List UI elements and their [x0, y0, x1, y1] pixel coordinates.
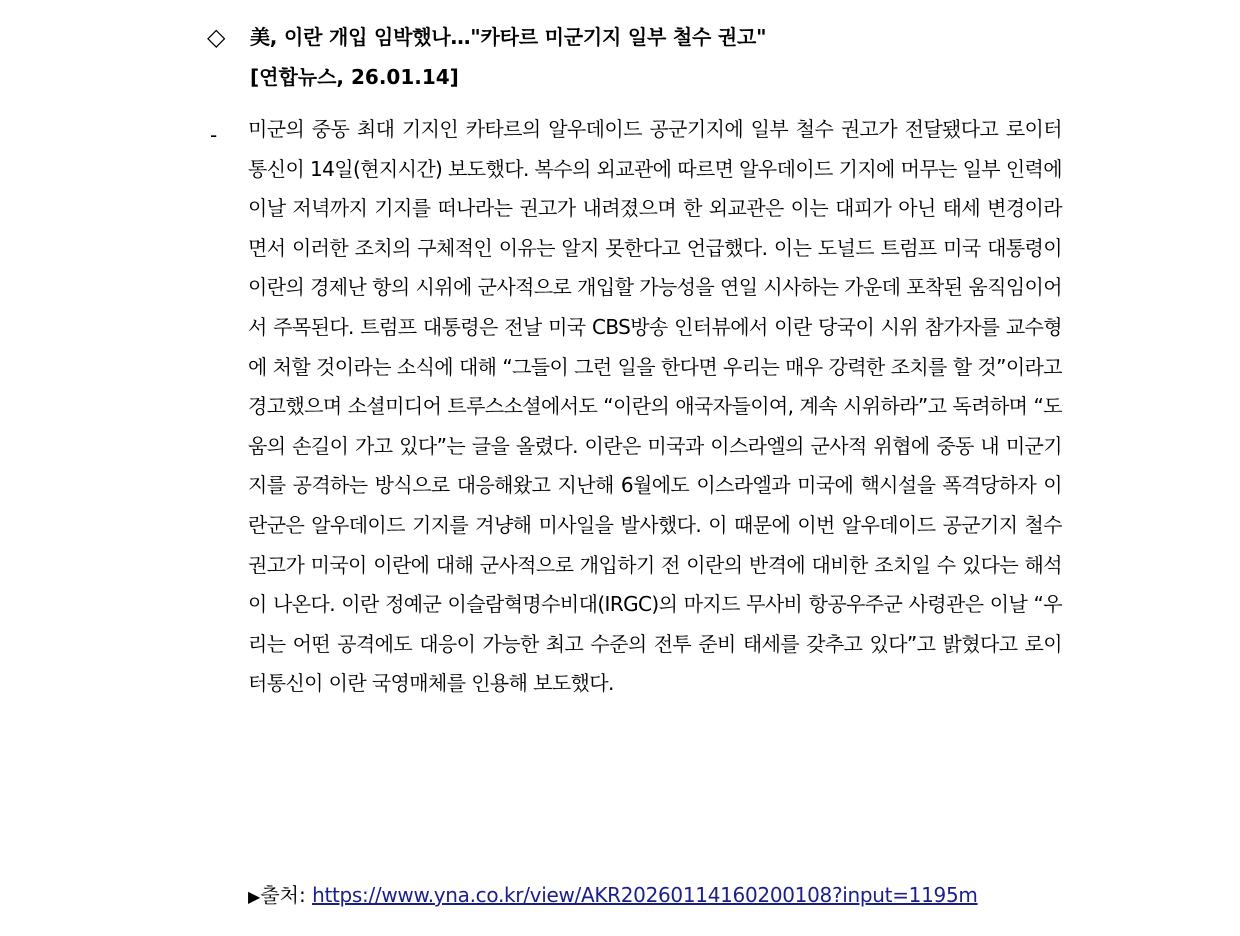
- triangle-right-icon: ▶: [248, 887, 261, 906]
- reference-link[interactable]: https://www.yna.co.kr/view/AKR20260114160200108?input=1195m: [312, 883, 978, 907]
- diamond-bullet-icon: ◇: [207, 23, 226, 51]
- article-body-text: 미군의 중동 최대 기지인 카타르의 알우데이드 공군기지에 일부 철수 권고가 전달됐다고 로이터 통신이 14일(현지시간) 보도했다. 복수의 외교관에 따르면 알우데이드 기지에 머무는 일부 인력에 이날 저녁까지 기지를 떠나라는 권고가 내려졌으며 한 외교관은 이는 대피가 아닌 태세 변경이라면서 이러한 조치의 구체적인 이유는 알지 못한다고 언급했다. 이는 도널드 트럼프 미국 대통령이 이란의 경제난 항의 시위에 군사적으로 개입할 가능성을 연일 시사하는 가운데 포착된 움직임이어서 주목된다. 트럼프 대통령은 전날 미국 CBS방송 인터뷰에서 이란 당국이 시위 참가자를 교수형에 처할 것이라는 소식에 대해 “그들이 그런 일을 한다면 우리는 매우 강력한 조치를 할 것”이라고 경고했으며 소셜미디어 트루스소셜에서도 “이란의 애국자들이여, 계속 시위하라”고 독려하며 “도움의 손길이 가고 있다”는 글을 올렸다. 이란은 미국과 이스라엘의 군사적 위협에 중동 내 미군기지를 공격하는 방식으로 대응해왔고 지난해 6월에도 이스라엘과 미국에 핵시설을 폭격당하자 이란군은 알우데이드 기지를 겨냥해 미사일을 발사했다. 이 때문에 이번 알우데이드 공군기지 철수 권고가 미국이 이란에 대해 군사적으로 개입하기 전 이란의 반격에 대비한 조치일 수 있다는 해석이 나온다. 이란 정예군 이슬람혁명수비대(IRGC)의 마지드 무사비 항공우주군 사령관은 이날 “우리는 어떤 공격에도 대응이 가능한 최고 수준의 전투 준비 태세를 갖추고 있다”고 밝혔다고 로이터통신이 이란 국영매체를 인용해 보도했다.: [248, 117, 1062, 696]
- article-headline: 美, 이란 개입 임박했나…"카타르 미군기지 일부 철수 권고": [250, 25, 767, 49]
- reference-label: 출처:: [260, 883, 306, 907]
- reference-line: [248, 880, 978, 912]
- list-dash: -: [210, 123, 218, 147]
- article-body: [248, 110, 1062, 704]
- article-source: [연합뉴스, 26.01.14]: [250, 65, 459, 89]
